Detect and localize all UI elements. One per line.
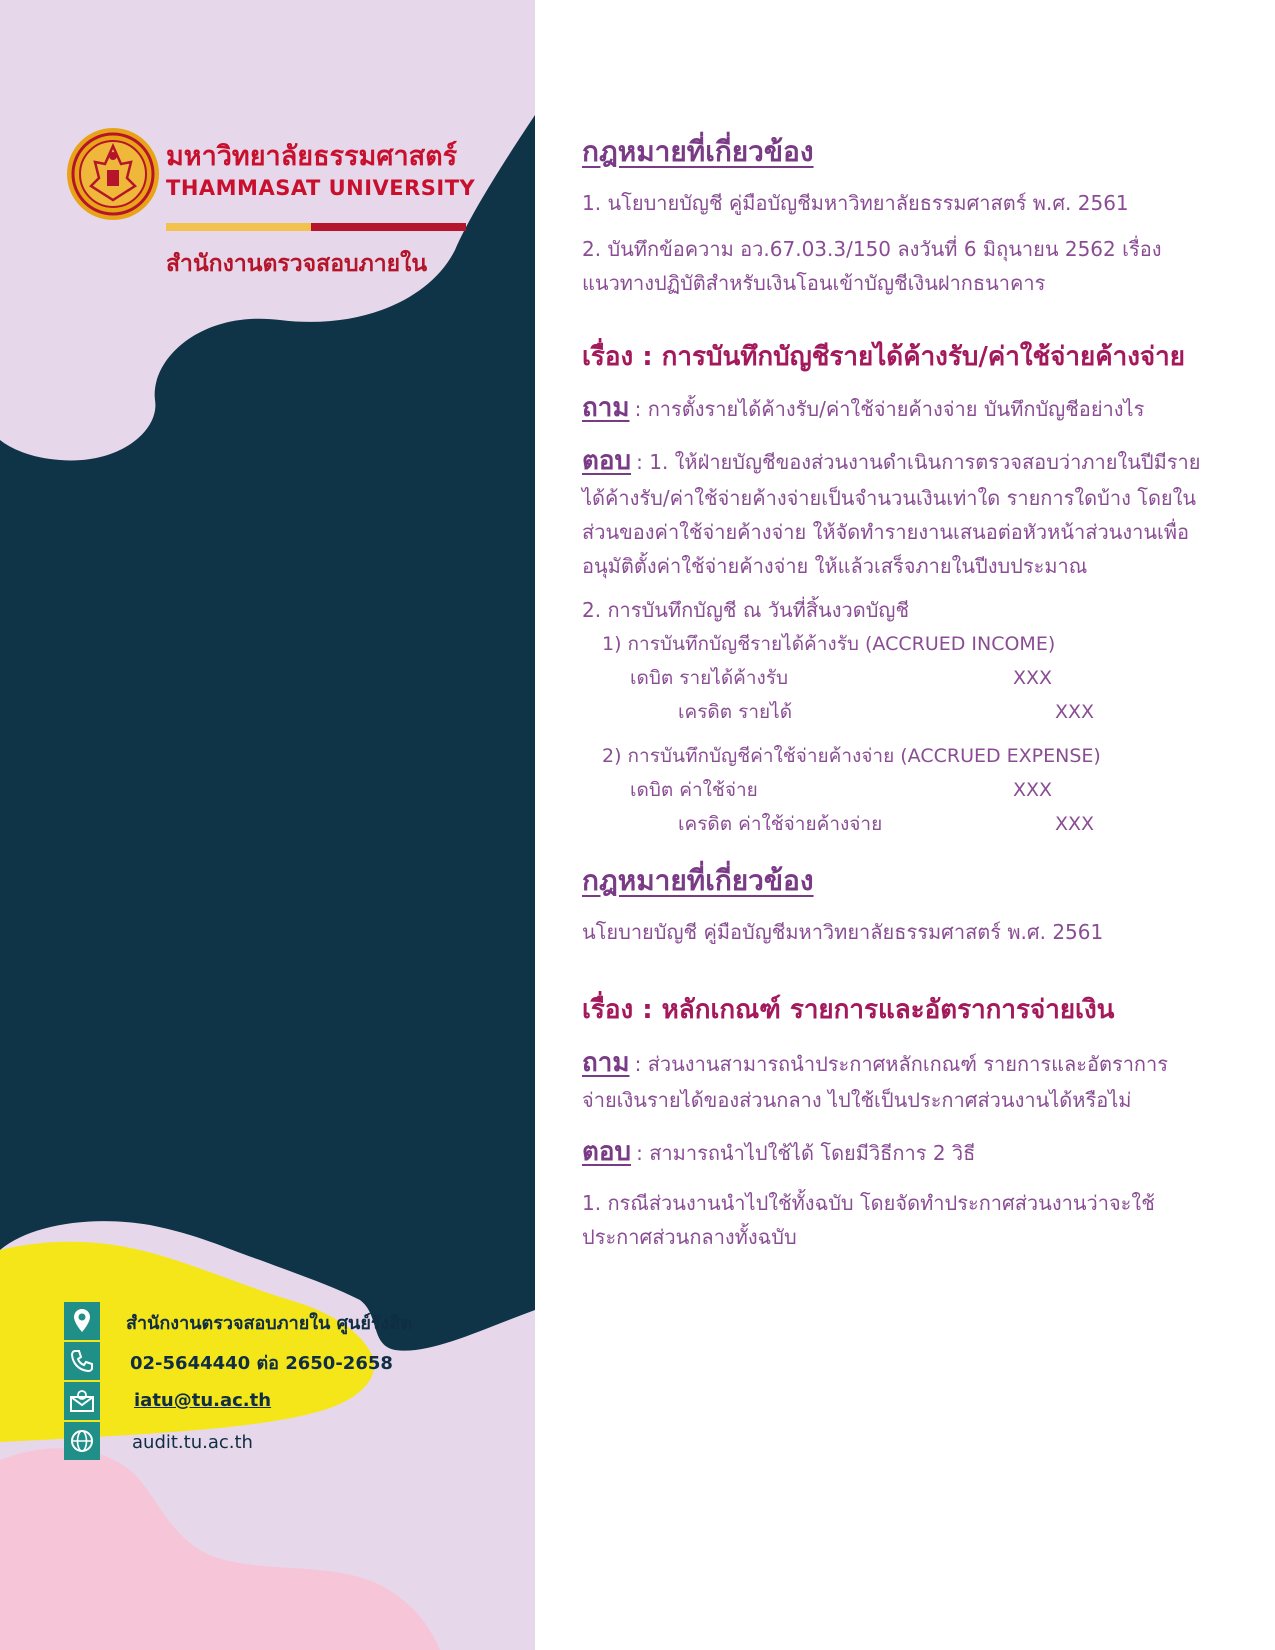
office-name: สำนักงานตรวจสอบภายใน [166,251,428,277]
law-heading: กฎหมายที่เกี่ยวข้อง [582,864,814,897]
contact-address: สำนักงานตรวจสอบภายใน ศูนย์รังสิต [126,1313,413,1334]
answer-block: ตอบ : สามารถนำไปใช้ได้ โดยมีวิธีการ 2 วิธี [582,1137,976,1167]
question-block: ถาม : ส่วนงานสามารถนำประกาศหลักเกณฑ์ รายการและอัตราการจ่ายเงินรายได้ของส่วนกลาง ไปใช้เป็นประกาศส่วนงานได้หรือไม่ [582,1048,1169,1112]
answer-subitem: 2. การบันทึกบัญชี ณ วันที่สิ้นงวดบัญชี [582,598,910,622]
law-item: 1. นโยบายบัญชี คู่มือบัญชีมหาวิทยาลัยธรรมศาสตร์ พ.ศ. 2561 [582,191,1129,215]
journal-entry-title: 1) การบันทึกบัญชีรายได้ค้างรับ (ACCRUED INCOME) [602,633,1056,655]
brand-bar-yellow [166,223,311,231]
answer-text: สามารถนำไปใช้ได้ โดยมีวิธีการ 2 วิธี [649,1141,976,1165]
question-text: การตั้งรายได้ค้างรับ/ค่าใช้จ่ายค้างจ่าย บันทึกบัญชีอย่างไร [647,397,1145,421]
globe-icon [64,1422,100,1460]
university-name-thai: มหาวิทยาลัยธรรมศาสตร์ [166,141,458,172]
location-pin-icon [64,1302,100,1340]
question-label: ถาม [582,393,630,423]
amount: XXX [1013,779,1053,801]
contact-website[interactable]: audit.tu.ac.th [132,1432,253,1453]
answer-subitem: 1. กรณีส่วนงานนำไปใช้ทั้งฉบับ โดยจัดทำประกาศส่วนงานว่าจะใช้ประกาศส่วนกลางทั้งฉบับ [582,1191,1155,1249]
brand-bar-red [311,223,466,231]
topic-heading: เรื่อง : หลักเกณฑ์ รายการและอัตราการจ่ายเงิน [582,995,1115,1025]
journal-credit-line: เครดิต รายได้ XXX [678,695,1202,729]
phone-icon [64,1342,100,1380]
law-item: 2. บันทึกข้อความ อว.67.03.3/150 ลงวันที่ 6 มิถุนายน 2562 เรื่อง แนวทางปฏิบัติสำหรับเงินโอนเข้าบัญชีเงินฝากธนาคาร [582,237,1162,295]
answer-label: ตอบ [582,446,632,476]
journal-credit-line: เครดิต ค่าใช้จ่ายค้างจ่าย XXX [678,807,1202,841]
contact-phone[interactable]: 02-5644440 ต่อ 2650-2658 [130,1353,393,1374]
university-seal-icon [65,126,161,222]
journal-debit-line: เดบิต ค่าใช้จ่าย XXX [630,773,1202,807]
question-text: ส่วนงานสามารถนำประกาศหลักเกณฑ์ รายการและอัตราการจ่ายเงินรายได้ของส่วนกลาง ไปใช้เป็นประกาศส่วนงานได้หรือไม่ [582,1052,1169,1112]
main-content [582,130,1202,1254]
amount: XXX [1055,813,1095,835]
sidebar-panel [0,0,535,1650]
answer-block: ตอบ : 1. ให้ฝ่ายบัญชีของส่วนงานดำเนินการตรวจสอบว่าภายในปีมีรายได้ค้างรับ/ค่าใช้จ่ายค้างจ่ายเป็นจำนวนเงินเท่าใด รายการใดบ้าง โดยในส่วนของค่าใช้จ่ายค้างจ่าย ให้จัดทำรายงานเสนอต่อหัวหน้าส่วนงานเพื่ออนุมัติตั้งค่าใช้จ่ายค้างจ่าย ให้แล้วเสร็จภายในปีงบประมาณ [582,446,1201,578]
journal-debit-line: เดบิต รายได้ค้างรับ XXX [630,661,1202,695]
topic-heading: เรื่อง : การบันทึกบัญชีรายได้ค้างรับ/ค่าใช้จ่ายค้างจ่าย [582,342,1186,372]
law-heading: กฎหมายที่เกี่ยวข้อง [582,135,814,168]
contact-email[interactable]: iatu@tu.ac.th [134,1390,272,1411]
answer-text: 1. ให้ฝ่ายบัญชีของส่วนงานดำเนินการตรวจสอบว่าภายในปีมีรายได้ค้างรับ/ค่าใช้จ่ายค้างจ่ายเป็นจำนวนเงินเท่าใด รายการใดบ้าง โดยในส่วนของค่าใช้จ่ายค้างจ่าย ให้จัดทำรายงานเสนอต่อหัวหน้าส่วนงานเพื่ออนุมัติตั้งค่าใช้จ่ายค้างจ่าย ให้แล้วเสร็จภายในปีงบประมาณ [582,450,1201,578]
question-block: ถาม : การตั้งรายได้ค้างรับ/ค่าใช้จ่ายค้างจ่าย บันทึกบัญชีอย่างไร [582,393,1145,423]
question-label: ถาม [582,1048,630,1078]
amount: XXX [1055,701,1095,723]
email-icon [64,1382,100,1420]
law-item: นโยบายบัญชี คู่มือบัญชีมหาวิทยาลัยธรรมศาสตร์ พ.ศ. 2561 [582,920,1104,944]
journal-entry-title: 2) การบันทึกบัญชีค่าใช้จ่ายค้างจ่าย (ACCRUED EXPENSE) [602,745,1101,767]
amount: XXX [1013,667,1053,689]
answer-label: ตอบ [582,1137,632,1167]
university-name-english: THAMMASAT UNIVERSITY [166,176,476,200]
